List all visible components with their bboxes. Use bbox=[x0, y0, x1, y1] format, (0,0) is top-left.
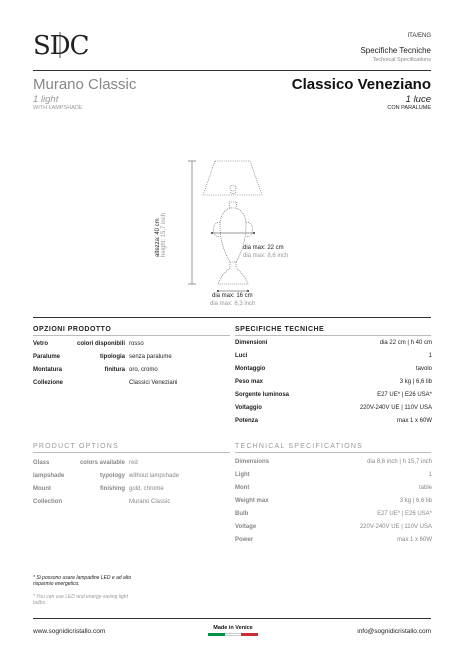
table-row: lampshade typology without lampshade bbox=[33, 472, 180, 479]
footnote-it: * Si possono usare lampadine LED e ad alto risparmio energetico. bbox=[33, 575, 132, 587]
dia-max-label-en: dia max: 8,6 inch bbox=[243, 253, 289, 259]
table-row: Paralume tipologia senza paralume bbox=[33, 353, 172, 360]
product-name-it: Classico Veneziano bbox=[291, 76, 431, 93]
table-row: Vetro colori disponibili rosso bbox=[33, 340, 144, 347]
dia-base-label-en: dia max: 6,3 inch bbox=[210, 301, 256, 307]
product-shade-en: WITH LAMPSHADE bbox=[33, 105, 83, 111]
specs-en-heading: TECHNICAL SPECIFICATIONS bbox=[235, 443, 363, 450]
table-row: Sorgente luminosa E27 UE* | E26 USA* bbox=[235, 392, 432, 398]
table-row: Glass colors available red bbox=[33, 459, 138, 466]
footer-divider bbox=[33, 618, 431, 619]
specs-en-rule bbox=[235, 452, 431, 453]
table-row: Power max 1 x 60W bbox=[235, 536, 432, 543]
options-en-rule bbox=[33, 452, 230, 453]
specs-en-table bbox=[235, 456, 432, 546]
table-row: Mount finishing gold, chrome bbox=[33, 485, 164, 492]
options-it-heading: OPZIONI PRODOTTO bbox=[33, 326, 112, 333]
table-row: Bulb E27 UE* | E26 USA* bbox=[235, 511, 432, 517]
lampshade-outline bbox=[203, 161, 262, 195]
logo-text: SDC bbox=[33, 31, 89, 60]
table-row: Dimensioni dia 22 cm | h 40 cm bbox=[235, 340, 432, 347]
table-row: Potenza max 1 x 60W bbox=[235, 417, 432, 424]
table-row: Collection Murano Classic bbox=[33, 498, 171, 505]
table-row: Luci 1 bbox=[235, 353, 432, 360]
table-row: Mont table bbox=[235, 485, 432, 492]
specs-it-heading: SPECIFICHE TECNICHE bbox=[235, 326, 325, 333]
dia-max-label: dia max: 22 cm bbox=[243, 245, 284, 251]
made-in-venice-badge bbox=[208, 625, 258, 636]
options-it-table bbox=[33, 337, 177, 389]
product-shade-it: CON PARALUME bbox=[387, 105, 431, 111]
footnote-en: * You can use LED and energy-saving light bulbs. bbox=[33, 594, 128, 606]
made-in-venice-text: Made in Venice bbox=[213, 625, 253, 631]
header-divider bbox=[33, 70, 431, 71]
italian-flag-icon bbox=[208, 633, 258, 636]
language-label: ITA/ENG bbox=[407, 33, 431, 39]
table-row: Montatura finitura oro, cromo bbox=[33, 366, 158, 373]
table-row: Voltage 220V-240V UE | 110V USA bbox=[235, 523, 432, 530]
options-en-table bbox=[33, 456, 179, 508]
email-link[interactable]: info@sognidicristallo.com bbox=[357, 628, 431, 635]
website-link[interactable]: www.sognidicristallo.com bbox=[33, 628, 106, 635]
table-row: Voltaggio 220V-240V UE | 110V USA bbox=[235, 404, 432, 411]
section-divider bbox=[33, 317, 431, 318]
table-row: Dimensions dia 8,6 inch | h 15,7 inch bbox=[235, 459, 432, 466]
dia-base-label: dia max: 16 cm bbox=[212, 293, 253, 299]
specs-it-table bbox=[235, 337, 432, 427]
product-name-en: Murano Classic bbox=[33, 76, 137, 93]
lamp-base bbox=[218, 268, 248, 284]
product-lights-it: 1 luce bbox=[405, 94, 431, 105]
table-row: Collezione Classici Veneziani bbox=[33, 379, 178, 386]
table-row: Peso max 3 kg | 6,6 lib bbox=[235, 379, 432, 386]
header-title: Specifiche Tecniche bbox=[360, 46, 431, 55]
options-en-heading: PRODUCT OPTIONS bbox=[33, 443, 119, 450]
specs-it-rule bbox=[235, 335, 431, 336]
height-label: altezza: 40 cm height: 15,7 inch bbox=[155, 212, 167, 257]
table-row: Light 1 bbox=[235, 472, 432, 479]
options-it-rule bbox=[33, 335, 230, 336]
table-row: Weight max 3 kg | 6,6 lib bbox=[235, 498, 432, 505]
brand-logo bbox=[33, 30, 89, 60]
table-row: Montaggio tavolo bbox=[235, 366, 432, 373]
header-subtitle: Technical Specifications bbox=[372, 57, 431, 63]
product-lights-en: 1 light bbox=[33, 94, 59, 105]
